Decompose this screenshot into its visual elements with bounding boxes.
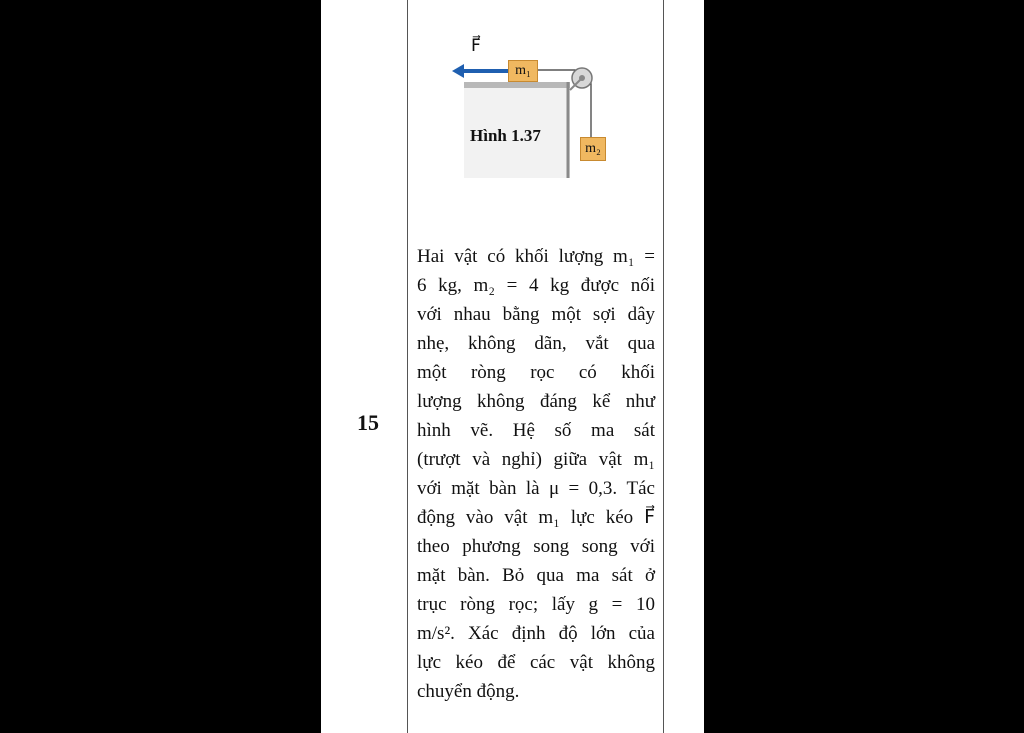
figure-caption: Hình 1.37 xyxy=(470,126,541,145)
text-line: (trượt và nghỉ) giữa vật m₁ xyxy=(417,449,655,470)
text-line: lượng không đáng kể như xyxy=(417,391,655,412)
table-column-divider xyxy=(407,0,408,733)
text-line: m/s². Xác định độ lớn của xyxy=(417,623,655,644)
text-line: với mặt bàn là μ = 0,3. Tác xyxy=(417,478,655,499)
mass2-block: m₂ xyxy=(580,137,606,161)
text-line: động vào vật m₁ lực kéo F⃗ xyxy=(417,507,655,528)
problem-number: 15 xyxy=(357,410,379,435)
mass1-block: m₁ xyxy=(508,60,538,82)
text-line: lực kéo để các vật không xyxy=(417,652,655,673)
text-line: 6 kg, m₂ = 4 kg được nối xyxy=(417,275,655,296)
text-line: một ròng rọc có khối xyxy=(417,362,655,383)
text-line: trục ròng rọc; lấy g = 10 xyxy=(417,594,655,615)
text-line: Hai vật có khối lượng m₁ = xyxy=(417,246,655,267)
problem-text xyxy=(417,242,655,706)
text-line: với nhau bằng một sợi dây xyxy=(417,304,655,325)
force-label: F⃗ xyxy=(471,36,481,55)
table-right-border xyxy=(663,0,664,733)
force-arrow-head xyxy=(452,64,464,78)
text-line: hình vẽ. Hệ số ma sát xyxy=(417,420,655,441)
text-line: mặt bàn. Bỏ qua ma sát ở xyxy=(417,565,655,586)
text-line: chuyển động. xyxy=(417,681,520,702)
text-line: theo phương song song với xyxy=(417,536,655,557)
text-line: nhẹ, không dãn, vắt qua xyxy=(417,333,655,354)
table-surface xyxy=(464,82,570,88)
